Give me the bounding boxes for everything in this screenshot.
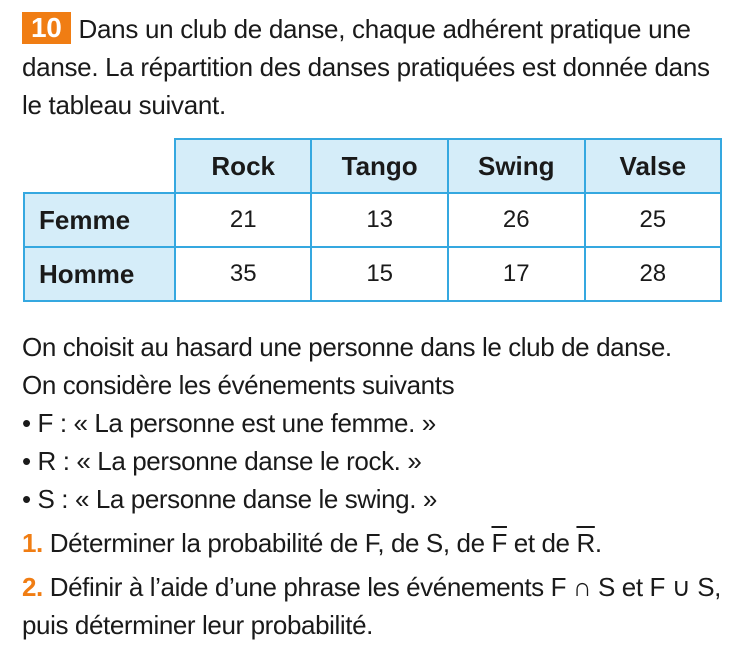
exercise-number: 10 [22,12,71,44]
column-header: Tango [311,139,448,193]
question-number: 1. [22,528,43,558]
question-text: et de [506,528,577,558]
exercise-block [22,10,722,640]
intro-text: Dans un club de danse, chaque adhérent pratique une danse. La répartition des danses pratiquées est donnée dans le tableau suivant. [22,14,710,120]
question-text: . [594,528,602,558]
exercise-intro [22,10,722,124]
column-header: Swing [448,139,585,193]
table-cell: 13 [311,193,448,247]
dance-table [23,138,722,302]
complement-symbol: $\overline{R}$ [576,528,595,558]
events-intro-line: On considère les événements suivants [22,370,455,400]
question-text: Déterminer la probabilité de F, de S, de [49,528,492,558]
event-item: • R : « La personne danse le rock. » [22,446,422,476]
table-cell: 28 [585,247,721,301]
complement-symbol: $\overline{F}$ [491,528,507,558]
table-row [24,247,721,301]
question-text: Définir à l’aide d’une phrase les événements F ∩ S et F ∪ S, puis déterminer leur probabilité. [22,572,721,640]
table-cell: 21 [175,193,311,247]
question-number: 2. [22,572,43,602]
event-item: • F : « La personne est une femme. » [22,408,436,438]
table-cell: 35 [175,247,311,301]
column-header: Rock [175,139,311,193]
column-header: Valse [585,139,721,193]
table-cell: 25 [585,193,721,247]
exercise-body [22,328,722,644]
table-row [24,193,721,247]
table-cell: 26 [448,193,585,247]
table-cell: 17 [448,247,585,301]
context-line: On choisit au hasard une personne dans le club de danse. [22,332,672,362]
row-header: Homme [24,247,175,301]
table-corner [24,139,175,193]
event-item: • S : « La personne danse le swing. » [22,484,437,514]
table-cell: 15 [311,247,448,301]
question-2 [22,568,722,644]
table-header-row [24,139,721,193]
row-header: Femme [24,193,175,247]
question-1 [22,524,722,562]
